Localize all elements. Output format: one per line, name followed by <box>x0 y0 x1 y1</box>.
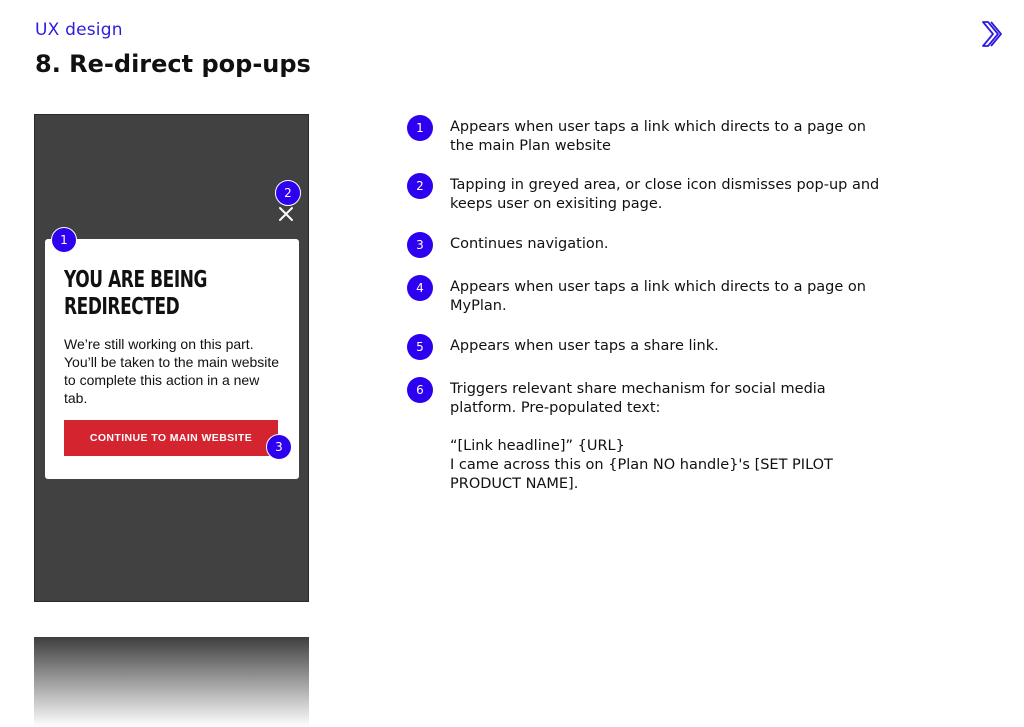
note-badge: 4 <box>407 275 433 301</box>
note-badge: 5 <box>407 334 433 360</box>
modal-title: YOU ARE BEING REDIRECTED <box>64 267 208 320</box>
annotation-badge-1: 1 <box>51 227 77 253</box>
phone-mockup <box>34 114 309 602</box>
note-badge: 6 <box>407 377 433 403</box>
note-text: Continues navigation. <box>450 236 609 252</box>
note-badge: 2 <box>407 173 433 199</box>
note-text: Appears when user taps a link which directs to a page on MyPlan. <box>450 279 866 314</box>
note-text: Tapping in greyed area, or close icon dismisses pop-up and keeps user on exisiting page. <box>450 177 880 212</box>
double-chevron-icon <box>980 20 1006 48</box>
close-icon[interactable] <box>277 205 295 223</box>
second-phone-mockup <box>34 637 309 727</box>
page-title: 8. Re-direct pop-ups <box>35 50 311 78</box>
modal-body: We’re still working on this part. You’ll be taken to the main website to complete this action in a new tab. <box>64 336 280 406</box>
note-text: Triggers relevant share mechanism for social media platform. Pre-populated text: “[Link headline]” {URL} I came across this on {Plan NO handle}'s [SET PILOT PRODUCT NAME]. <box>450 381 833 492</box>
redirect-modal <box>45 239 299 479</box>
continue-to-main-website-button[interactable]: CONTINUE TO MAIN WEBSITE <box>64 420 278 456</box>
note-text: Appears when user taps a share link. <box>450 338 719 354</box>
note-text: Appears when user taps a link which directs to a page on the main Plan website <box>450 119 866 154</box>
annotation-badge-2: 2 <box>275 180 301 206</box>
annotation-badge-3: 3 <box>266 434 292 460</box>
note-badge: 1 <box>407 115 433 141</box>
note-badge: 3 <box>407 232 433 258</box>
section-label: UX design <box>35 20 123 40</box>
